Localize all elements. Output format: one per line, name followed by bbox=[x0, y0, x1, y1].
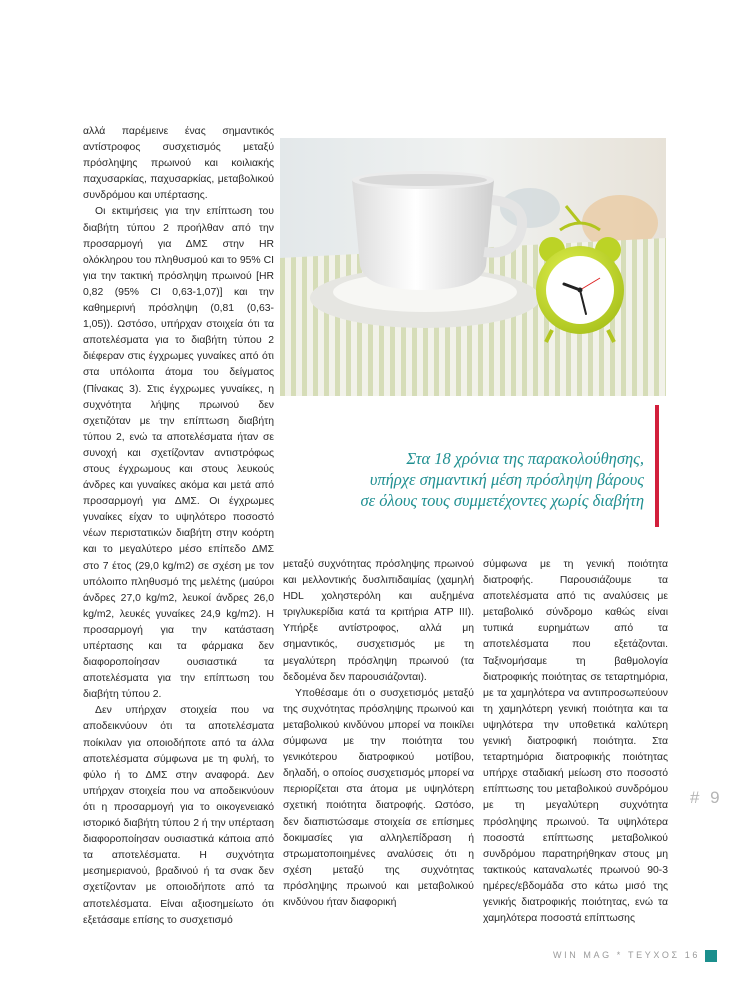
paragraph: Οι εκτιμήσεις για την επίπτωση του διαβήτη τύπου 2 προήλθαν από την προσαρμογή για ΔΜΣ στην HR ολόκληρου του πληθυσμού και το 95% CI για την τακτική πρόσληψη πρωινού [HR 0,82 (95% CI 0,63-1,07)] και την καθημερινή πρόσληψη (0,81 (0,63-1,05)). Ωστόσο, υπήρχαν στοιχεία ότι τα αποτελέσματα για το διαβήτη τύπου 2 διέφεραν στις έγχρωμες γυναίκες από ότι στα υπόλοιπα άτομα του δείγματος (Πίνακας 3). Στις έγχρωμες γυναίκες, η συχνότητα λήψης πρωινού δεν σχετιζόταν με την επίπτωση διαβήτη τύπου 2, ενώ τα αποτελέσματα ήταν σε συνοχή και σχετίζονταν αντιστρόφως στους έγχρωμους και στους λευκούς άνδρες και γυναίκες ακόμα και μετά από προσαρμογή για ΔΜΣ. Οι έγχρωμες γυναίκες είχαν το υψηλότερο ποσοστό νέων περιστατικών διαβήτη στην κοόρτη και το μεγαλύτερο μέσο επίπεδο ΔΜΣ στο 7 έτος (29,0 kg/m2) σε σχέση με τον υπόλοιπο πληθυσμό της μελέτης (μαύροι άνδρες 27,0 kg/m2, λευκοί άνδρες 26,0 kg/m2, λευκές γυναίκες 24,9 kg/m2). Η προσαρμογή για την κατάσταση υπέρτασης και τα φάρμακα δεν διαφοροποίησαν ουσιαστικά τα αποτελέσματα για την επίπτωση του διαβήτη τύπου 2. bbox=[83, 206, 274, 701]
article-column-2 bbox=[283, 557, 474, 911]
pullquote-line: υπήρχε σημαντική μέση πρόσληψη βάρους bbox=[369, 470, 644, 489]
page-number-marker: # 9 bbox=[690, 788, 723, 807]
article-column-3 bbox=[483, 557, 668, 927]
paragraph: αλλά παρέμεινε ένας σημαντικός αντίστροφος συσχετισμός μεταξύ πρόσληψης πρωινού και κοιλιακής παχυσαρκίας, παχυσαρκίας, μεταβολικού συνδρόμου και υπέρτασης. bbox=[83, 126, 274, 202]
pullquote-line: σε όλους τους συμμετέχοντες χωρίς διαβήτη bbox=[360, 491, 644, 510]
article-column-1 bbox=[83, 124, 274, 929]
pullquote-accent-bar bbox=[655, 405, 659, 527]
paragraph: μεταξύ συχνότητας πρόσληψης πρωινού και μελλοντικής δυσλιπιδαιμίας (χαμηλή HDL χοληστερόλη και αυξημένα τριγλυκερίδια κατά τα κριτήρια ATP III). Υπήρξε αντίστροφος, αλλά μη σημαντικός, συσχετισμός με τη μεγαλύτερη πρόσληψη πρωινού (τα δεδομένα δεν παρουσιάζονται). bbox=[283, 559, 474, 683]
pullquote bbox=[290, 448, 644, 511]
footer-square-icon bbox=[705, 950, 717, 962]
pullquote-line: Στα 18 χρόνια της παρακολούθησης, bbox=[406, 449, 644, 468]
paragraph: Υποθέσαμε ότι ο συσχετισμός μεταξύ της συχνότητας πρόσληψης πρωινού και μεταβολικού κινδύνου μπορεί να ποικίλει σύμφωνα με την ποιότητα του γενικότερου διατροφικού μοτίβου, δηλαδή, ο οποίος συσχετισμός μπορεί να περιορίζεται στα άτομα με υψηλότερη σχετική ποιότητα διατροφής. Ωστόσο, δεν διαπιστώσαμε στοιχεία σε επίσημες δοκιμασίες για αλληλεπίδραση ή στρωματοποιημένες αναλύσεις ότι η σχέση μεταξύ της συχνότητας πρόσληψης πρωινού και μεταβολικού κινδύνου ήταν διαφορική bbox=[283, 687, 474, 908]
magazine-footer: WIN MAG * ΤΕΥΧΟΣ 16 bbox=[553, 950, 700, 960]
paragraph: σύμφωνα με τη γενική ποιότητα διατροφής. Παρουσιάζουμε τα αποτελέσματα από τις αναλύσεις με μεταβολικό σύνδρομο καθώς είναι τυπικά ευρημάτων από τα αποτελέσματα που εξετάζονται. Ταξινομήσαμε τη βαθμολογία διατροφικής ποιότητας σε τεταρτημόρια, με τα χαμηλότερα να αντιπροσωπεύουν τη χαμηλότερη γενική ποιότητα και τα υψηλότερα την υποθετικά καλύτερη γενική διατροφική ποιότητα. Στα τεταρτημόρια διατροφικής ποιότητας υπήρχε σταδιακή μείωση στο ποσοστό επίπτωσης του μεταβολικού συνδρόμου με τη μεγαλύτερη συχνότητα πρόσληψης πρωινού. Τα υψηλότερα ποσοστά επίπτωσης μεταβολικού συνδρόμου παρατηρήθηκαν στους μη τακτικούς καταναλωτές πρωινού 90-3 ημέρες/εβδομάδα στο κάτω μισό της γενικής διατροφικής ποιότητας, ενώ τα χαμηλότερα ποσοστά επίπτωσης bbox=[483, 559, 668, 925]
paragraph: Δεν υπήρχαν στοιχεία που να αποδεικνύουν ότι τα αποτελέσματα ποίκιλαν για οποιοδήποτε από τα άλλα αποτελέσματα σύμφωνα με τη φυλή, το φύλο ή το ΔΜΣ στην αναφορά. Δεν υπήρχαν στοιχεία που να αποδεικνύουν ότι η προσαρμογή για το οικογενειακό ιστορικό διαβήτη τύπου 2 ή την υπέρταση διαφοροποίησαν ουσιαστικά κάποια από τα αποτελέσματα. Η συχνότητα μεσημεριανού, βραδινού ή τα σνακ δεν σχετίζονταν με οποιοδήποτε από τα αποτελέσματα. Είναι αξιοσημείωτο ότι εξετάσαμε επίσης το συσχετισμό bbox=[83, 705, 274, 926]
breakfast-photo bbox=[280, 138, 666, 396]
